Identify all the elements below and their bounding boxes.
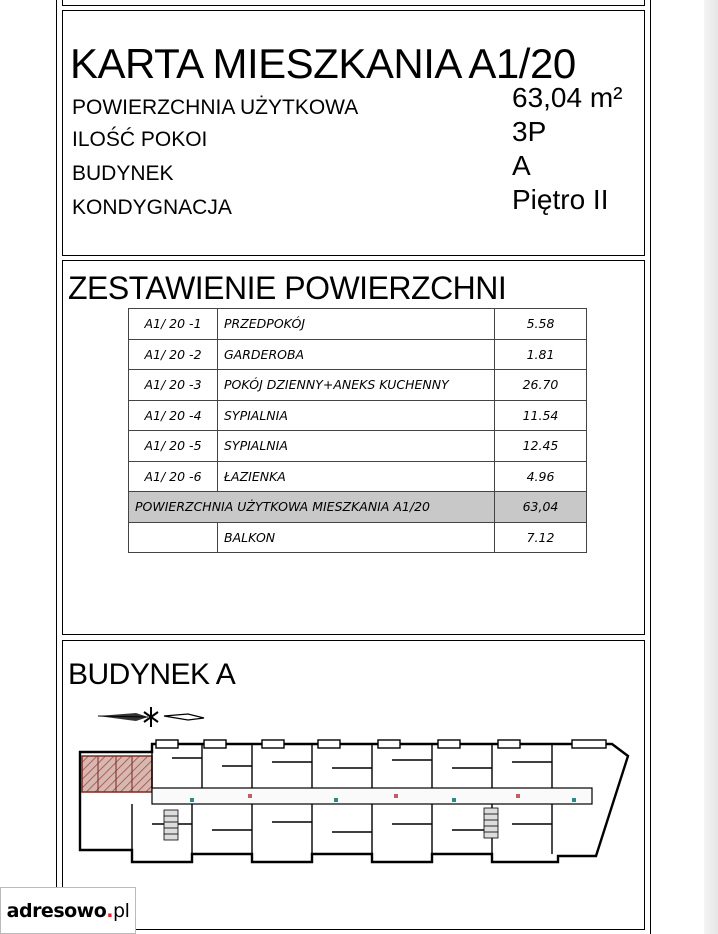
total-area-value: 63,04 [495,492,587,523]
brand-dot: . [106,899,114,922]
room-code: A1/ 20 -6 [129,461,218,492]
room-code: A1/ 20 -5 [129,431,218,462]
balcony-area: 7.12 [495,522,587,553]
table-row [129,461,587,492]
balcony-name: BALKON [218,522,495,553]
room-name: SYPIALNIA [218,431,495,462]
rooms-count-value: 3P [512,116,547,147]
area-summary-title: ZESTAWIENIE POWIERZCHNI [68,270,507,306]
usable-area-value: 63,04 m² [512,82,623,113]
floor-value: Piętro II [512,184,609,215]
room-name: ŁAZIENKA [218,461,495,492]
north-arrow-icon [96,704,208,730]
top-strip-panel [62,0,645,6]
room-code: A1/ 20 -3 [129,370,218,401]
usable-area-label: POWIERZCHNIA UŻYTKOWA [72,96,359,119]
room-code: A1/ 20 -2 [129,339,218,370]
adresowo-logo[interactable] [0,887,136,934]
room-name: PRZEDPOKÓJ [218,309,495,340]
building-value: A [512,150,531,181]
room-area: 4.96 [495,461,587,492]
brand-main: adresowo [6,899,107,922]
room-name: GARDEROBA [218,339,495,370]
floor-label: KONDYGNACJA [72,196,232,219]
room-name: POKÓJ DZIENNY+ANEKS KUCHENNY [218,370,495,401]
total-area-label: POWIERZCHNIA UŻYTKOWA MIESZKANIA A1/20 [129,492,495,523]
room-name: SYPIALNIA [218,400,495,431]
room-area: 26.70 [495,370,587,401]
frame-left-line [56,0,57,934]
table-row [129,431,587,462]
room-area: 1.81 [495,339,587,370]
building-label: BUDYNEK [72,162,174,185]
room-code: A1/ 20 -1 [129,309,218,340]
building-plan-title: BUDYNEK A [68,658,236,691]
room-area: 5.58 [495,309,587,340]
page-right-shadow [704,0,718,934]
building-floor-plan [72,738,638,870]
balcony-code [129,522,218,553]
rooms-count-label: ILOŚĆ POKOI [72,128,208,151]
total-area-row [129,492,587,523]
room-areas-table [128,308,587,553]
room-area: 12.45 [495,431,587,462]
highlighted-apartment [82,756,152,792]
table-row [129,309,587,340]
table-row [129,370,587,401]
table-row [129,339,587,370]
frame-right-line [650,0,651,934]
room-area: 11.54 [495,400,587,431]
apartment-card-title: KARTA MIESZKANIA A1/20 [70,40,576,87]
table-row [129,400,587,431]
balcony-row [129,522,587,553]
brand-tld: pl [113,899,130,922]
room-code: A1/ 20 -4 [129,400,218,431]
